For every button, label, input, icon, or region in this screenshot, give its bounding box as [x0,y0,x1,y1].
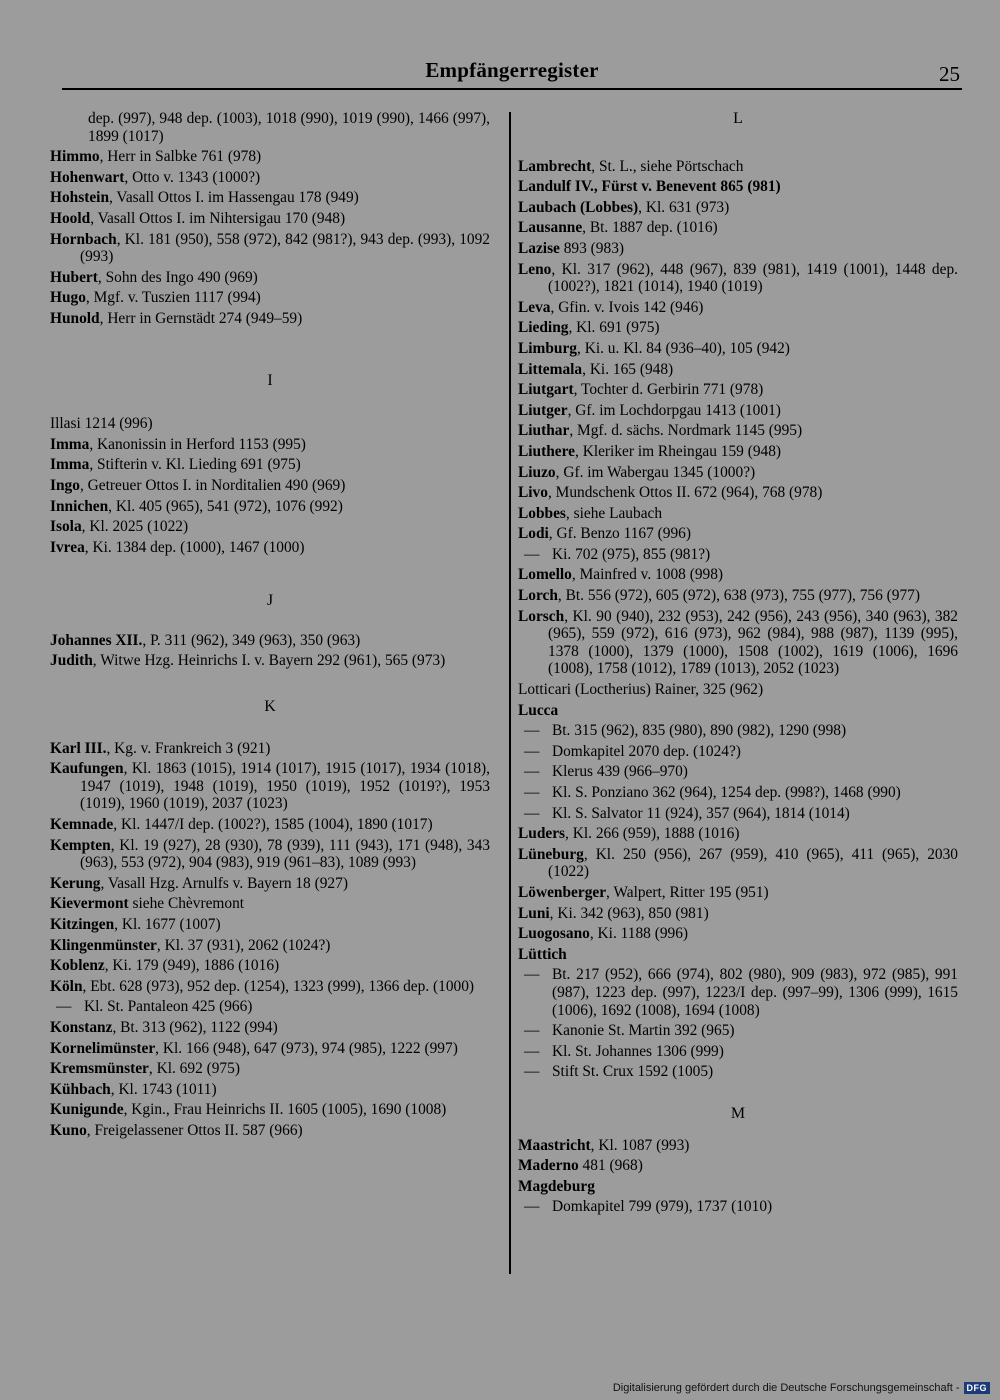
entry-references: , siehe Laubach [565,504,663,522]
index-entry [518,299,958,317]
entry-references: , Getreuer Ottos I. in Norditalien 490 (969) [79,476,346,494]
index-entry [518,505,958,523]
entry-references: , Ki. 1188 (996) [589,925,689,943]
index-entry [50,1019,490,1037]
section-letter-k: K [264,698,276,716]
entry-headword: Liutger [518,401,568,419]
index-subentry [518,1043,958,1061]
entry-headword: Klingenmünster [50,936,157,954]
entry-references: , Ki. 165 (948) [582,360,674,378]
index-entry [50,816,490,834]
entry-references: , St. L., siehe Pörtschach [591,157,744,175]
index-entry [50,231,490,266]
entry-references: , Kl. 2025 (1022) [81,518,189,536]
index-entry [50,916,490,934]
index-entry [50,632,490,650]
entry-headword: Maderno [518,1157,579,1175]
index-entry [50,477,490,495]
index-entry [518,484,958,502]
entry-headword: Lausanne [518,219,583,237]
entry-headword: Lambrecht [518,157,592,175]
entry-headword: Kremsmünster [50,1060,149,1078]
entry-headword: Laubach (Lobbes) [518,198,639,216]
index-subentry [518,1198,958,1216]
index-entry [518,158,958,176]
entry-headword: Lorch [518,587,558,605]
entry-references: , Bt. 556 (972), 605 (972), 638 (973), 755 (977), 756 (977) [557,587,920,605]
index-entry [518,846,958,881]
entry-references: , Mgf. d. sächs. Nordmark 1145 (995) [569,422,803,440]
index-entry [50,957,490,975]
index-entry [518,1157,958,1175]
entry-headword: Ingo [50,476,80,494]
index-entry [518,884,958,902]
entry-references: , Otto v. 1343 (1000?) [124,168,261,186]
index-subentry [518,805,958,823]
entry-headword: Lomello [518,566,572,584]
index-entry [518,361,958,379]
index-entry [50,1101,490,1119]
index-entry [50,937,490,955]
entry-references: Illasi 1214 (996) [50,415,153,433]
entry-headword: Köln [50,977,83,995]
entry-references: , Kl. 1863 (1015), 1914 (1017), 1915 (1017), 1934 (1018), 1947 (1019), 1948 (1019), 1950 (1019), 1952 (1019?), 1953 (1019), 1960 (1019), 2037 (1023) [80,760,490,813]
entry-references: Kl. St. Pantaleon 425 (966) [84,998,253,1016]
entry-references: Kl. S. Salvator 11 (924), 357 (964), 1814 (1014) [552,804,850,822]
entry-references: , Mainfred v. 1008 (998) [571,566,724,584]
entry-references: Kl. S. Ponziano 362 (964), 1254 dep. (998?), 1468 (990) [552,784,901,801]
entry-references: , Witwe Hzg. Heinrichs I. v. Bayern 292 (961), 565 (973) [92,652,446,670]
index-subentry [518,1063,958,1081]
index-entry [50,978,490,996]
entry-headword: Ivrea [50,538,85,556]
entry-headword: Leva [518,298,551,316]
entry-headword: Luni [518,904,550,922]
entry-headword: Kievermont [50,895,129,913]
entry-headword: Kerung [50,874,101,892]
page-header [62,58,962,90]
entry-references: , Gf. im Lochdorpgau 1413 (1001) [567,401,781,419]
index-entry [50,456,490,474]
index-entry [518,402,958,420]
entry-references: Ki. 702 (975), 855 (981?) [552,545,711,563]
entry-references: , Kl. 250 (956), 267 (959), 410 (965), 411 (965), 2030 (1022) [548,845,958,881]
index-entry [50,652,490,670]
entry-references: 893 (983) [559,239,625,257]
section-letter-i: I [267,371,273,389]
column-divider [509,112,511,1274]
entry-references: , Vasall Ottos I. im Nihtersigau 170 (948) [90,209,346,227]
entry-headword: Hornbach [50,230,117,248]
entry-headword: Luogosano [518,925,590,943]
index-entry [518,381,958,399]
index-entry [518,566,958,584]
entry-references: , Kl. 1447/I dep. (1002?), 1585 (1004), 1890 (1017) [113,816,433,834]
entry-references: , P. 311 (962), 349 (963), 350 (963) [142,631,361,649]
entry-headword: Liuzo [518,463,556,481]
entry-references: , Kl. 317 (962), 448 (967), 839 (981), 1419 (1001), 1448 dep. (1002?), 1821 (1014), 1940 (1019) [548,260,958,296]
index-entry [50,1060,490,1078]
index-entry [518,587,958,605]
index-entry [50,740,490,758]
entry-references: , Herr in Salbke 761 (978) [99,148,262,166]
entry-references: , Mundschenk Ottos II. 672 (964), 768 (978) [547,484,823,502]
entry-references: , Kg. v. Frankreich 3 (921) [106,739,271,757]
entry-headword: Judith [50,652,93,670]
index-entry [518,219,958,237]
entry-headword: Lobbes [518,504,566,522]
entry-headword: Kitzingen [50,916,115,933]
index-subentry [518,1022,958,1040]
index-subentry [518,743,958,761]
entry-references: Kanonie St. Martin 392 (965) [552,1022,735,1040]
index-entry [50,539,490,557]
index-entry [50,148,490,166]
entry-headword: Lazise [518,239,560,257]
index-subentry [50,998,490,1016]
entry-references: , Kl. 691 (975) [568,319,660,337]
page-title: Empfängerregister [425,58,599,82]
entry-headword: Lüttich [518,945,567,963]
entry-headword: Löwenberger [518,883,607,901]
entry-headword: Konstanz [50,1018,113,1036]
index-entry [518,261,958,296]
index-entry [518,340,958,358]
entry-headword: Leno [518,260,552,278]
entry-headword: Lieding [518,319,569,337]
entry-references: , Kl. 166 (948), 647 (973), 974 (985), 1222 (997) [155,1039,458,1057]
entry-references: , Kl. 1087 (993) [590,1136,690,1154]
index-entry [50,518,490,536]
index-subentry [518,784,958,802]
entry-references: , Ki. 179 (949), 1886 (1016) [104,957,280,975]
entry-headword: Kemnade [50,816,114,834]
index-subentry [518,763,958,781]
entry-references: , Kl. 692 (975) [148,1060,240,1078]
index-entry [50,210,490,228]
index-entry [50,189,490,207]
entry-references: , Mgf. v. Tuszien 1117 (994) [85,289,261,307]
entry-headword: Hoold [50,209,91,227]
entry-references: , Kl. 19 (927), 28 (930), 78 (939), 111 (943), 171 (948), 343 (963), 553 (972), 904 (983), 919 (961–83), 1089 (993) [80,836,490,872]
index-entry [50,1081,490,1099]
entry-headword: Liuthere [518,442,576,460]
entry-references: Kl. St. Johannes 1306 (999) [552,1042,724,1060]
entry-references: , Kl. 37 (931), 2062 (1024?) [156,936,331,954]
entry-headword: Imma [50,435,90,453]
index-entry [50,895,490,913]
index-entry [518,825,958,843]
entry-references: , Kl. 405 (965), 541 (972), 1076 (992) [108,497,343,515]
index-entry [50,110,490,145]
footer-text: Digitalisierung gefördert durch die Deutsche Forschungsgemeinschaft - [612,1382,960,1394]
section-letter-m: M [730,1104,746,1122]
entry-headword: Kornelimünster [50,1039,156,1057]
entry-headword: Hubert [50,268,98,286]
entry-references: , Bt. 313 (962), 1122 (994) [112,1018,278,1036]
index-entry [518,608,958,678]
entry-headword: Lüneburg [518,845,584,863]
entry-references: Stift St. Crux 1592 (1005) [552,1063,714,1081]
index-entry [518,464,958,482]
entry-references: , Kanonissin in Herford 1153 (995) [89,435,306,453]
entry-references: , Tochter d. Gerbirin 771 (978) [573,381,764,399]
index-entry [50,1040,490,1058]
entry-references: , Herr in Gernstädt 274 (949–59) [99,309,303,327]
entry-headword: Livo [518,484,548,502]
entry-headword: Hohstein [50,189,110,207]
entry-headword: Hunold [50,309,100,327]
left-column [50,110,490,1143]
entry-references: , Kl. 1677 (1007) [114,916,221,933]
entry-headword: Isola [50,518,82,536]
entry-headword: Kaufungen [50,760,124,778]
index-subentry [518,966,958,1019]
index-entry [518,319,958,337]
index-entry [50,269,490,287]
entry-references: , Stifterin v. Kl. Lieding 691 (975) [89,456,301,474]
entry-headword: Hugo [50,289,86,307]
entry-references: , Gfin. v. Ivois 142 (946) [550,298,704,316]
entry-headword: Landulf IV., Fürst v. Benevent 865 (981) [518,178,781,196]
index-entry [50,436,490,454]
entry-references: , Kl. 181 (950), 558 (972), 842 (981?), 943 dep. (993), 1092 (993) [80,230,490,266]
index-entry [50,875,490,893]
index-subentry [518,546,958,564]
entry-headword: Limburg [518,339,578,357]
index-entry [50,310,490,328]
entry-headword: Kühbach [50,1080,111,1098]
entry-headword: Himmo [50,148,100,166]
index-entry [518,702,958,720]
index-entry [518,178,958,196]
entry-references: siehe Chèvremont [128,895,245,913]
footer [613,1382,990,1394]
page-number: 25 [939,62,960,86]
entry-headword: Imma [50,456,90,474]
entry-references: 481 (968) [578,1157,643,1175]
entry-headword: Luders [518,825,566,843]
entry-references: Domkapitel 2070 dep. (1024?) [552,742,741,760]
entry-references: , Sohn des Ingo 490 (969) [97,268,258,286]
index-entry [518,905,958,923]
index-subentry [518,722,958,740]
entry-references: , Freigelassener Ottos II. 587 (966) [86,1121,303,1139]
entry-references: , Ki. 1384 dep. (1000), 1467 (1000) [84,538,305,556]
entry-headword: Maastricht [518,1136,591,1154]
entry-headword: Koblenz [50,957,105,975]
entry-headword: Kempten [50,836,111,854]
entry-references: , Vasall Hzg. Arnulfs v. Bayern 18 (927) [100,874,348,892]
entry-references: , Ki. 342 (963), 850 (981) [549,904,709,922]
index-entry [518,1178,958,1196]
entry-references: , Kl. 90 (940), 232 (953), 242 (956), 243 (956), 340 (963), 382 (965), 559 (972), 616 (973), 962 (984), 988 (987), 1139 (995), 1378 (1000), 1379 (1000), 1508 (1002), 1619 (1006), 1696 (1008), 1758 (1012), 1789 (1013), 2052 (1023) [548,607,958,678]
section-letter-j: J [266,592,274,610]
entry-headword: Kunigunde [50,1101,124,1119]
entry-references: , Kl. 1743 (1011) [110,1080,217,1098]
index-entry [518,925,958,943]
entry-headword: Magdeburg [518,1177,595,1195]
index-entry [518,1137,958,1155]
right-column [518,110,958,1219]
entry-headword: Lodi [518,525,549,543]
entry-references: Klerus 439 (966–970) [552,763,688,781]
index-entry [50,498,490,516]
entry-references: , Kl. 266 (959), 1888 (1016) [565,825,740,843]
index-entry [518,946,958,964]
entry-references: , Gf. im Wabergau 1345 (1000?) [555,463,756,481]
index-entry [50,169,490,187]
index-entry [518,443,958,461]
entry-references: , Vasall Ottos I. im Hassengau 178 (949) [109,189,359,207]
index-entry [518,525,958,543]
index-entry [50,760,490,813]
entry-headword: Kuno [50,1121,87,1139]
entry-headword: Liuthar [518,422,570,440]
entry-headword: Innichen [50,497,109,515]
entry-headword: Lucca [518,701,559,719]
index-entry [50,837,490,872]
index-entry [50,289,490,307]
entry-references: , Kleriker im Rheingau 159 (948) [575,442,782,460]
entry-references: , Kl. 631 (973) [638,198,730,216]
dfg-logo: DFG [964,1382,991,1394]
index-entry [50,1122,490,1140]
entry-references: dep. (997), 948 dep. (1003), 1018 (990), 1019 (990), 1466 (997), 1899 (1017) [88,110,490,145]
index-entry [518,422,958,440]
index-entry [518,681,958,699]
index-entry [50,415,490,433]
entry-references: Domkapitel 799 (979), 1737 (1010) [552,1198,773,1216]
entry-references: Bt. 315 (962), 835 (980), 890 (982), 1290 (998) [552,722,847,740]
entry-references: Lotticari (Loctherius) Rainer, 325 (962) [518,681,764,699]
entry-headword: Littemala [518,360,583,378]
entry-headword: Karl III. [50,739,107,757]
entry-references: , Ki. u. Kl. 84 (936–40), 105 (942) [577,339,790,357]
entry-references: , Kgin., Frau Heinrichs II. 1605 (1005), 1690 (1008) [123,1101,447,1119]
index-entry [518,199,958,217]
entry-references: , Bt. 1887 dep. (1016) [582,219,718,237]
entry-references: , Ebt. 628 (973), 952 dep. (1254), 1323 (999), 1366 dep. (1000) [82,977,475,995]
entry-headword: Liutgart [518,381,574,399]
entry-references: , Walpert, Ritter 195 (951) [606,883,769,901]
section-letter-l: L [733,110,743,127]
entry-headword: Johannes XII. [50,631,143,649]
index-entry [518,240,958,258]
entry-references: Bt. 217 (952), 666 (974), 802 (980), 909 (983), 972 (985), 991 (987), 1223 dep. (997), 1223/I dep. (997–99), 1306 (999), 1615 (1006), 1692 (1008), 1694 (1008) [552,966,958,1019]
entry-references: , Gf. Benzo 1167 (996) [548,525,691,543]
entry-headword: Hohenwart [50,168,125,186]
entry-headword: Lorsch [518,607,565,625]
